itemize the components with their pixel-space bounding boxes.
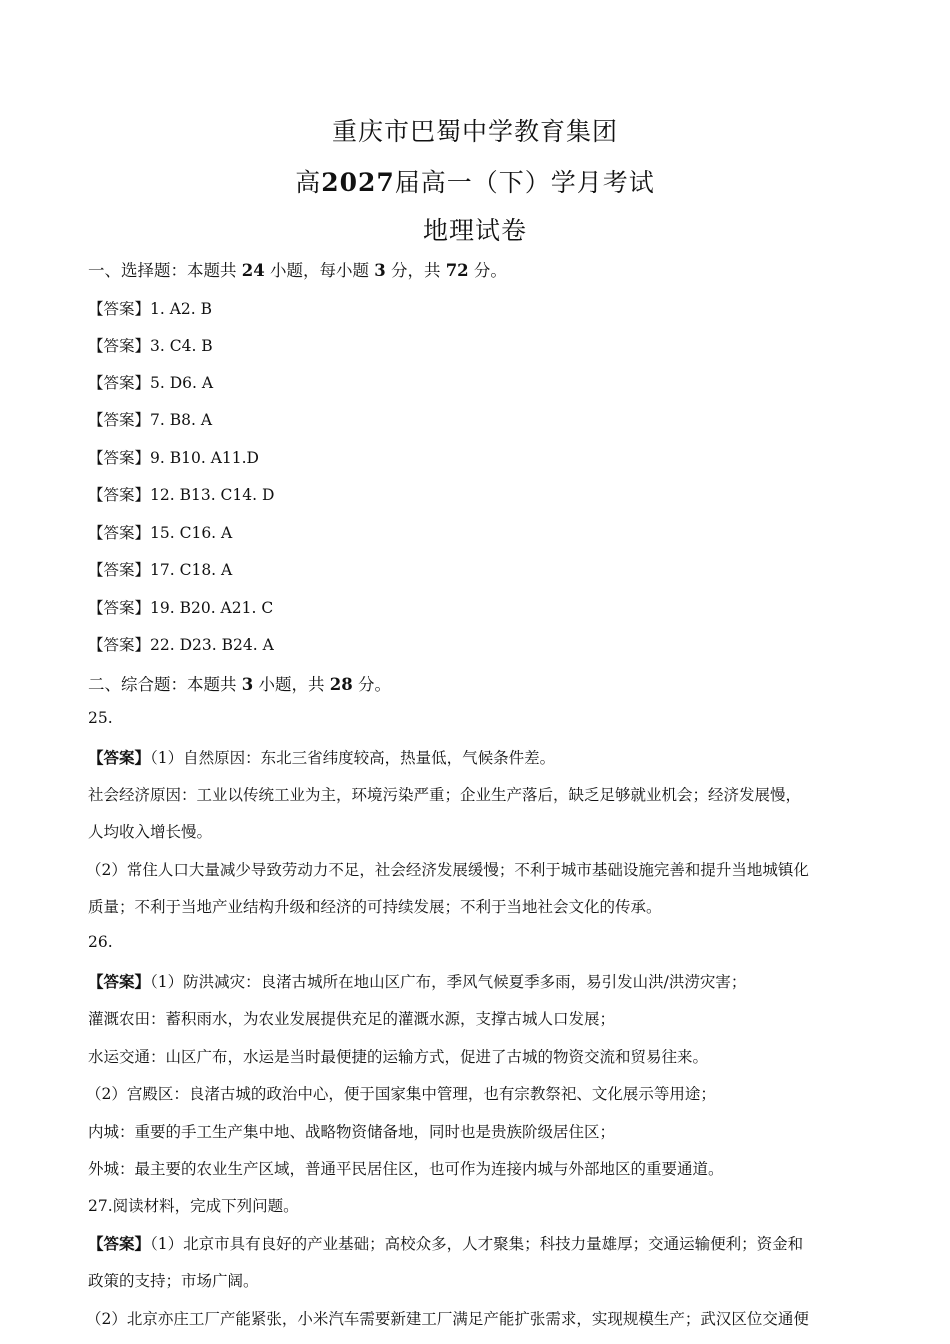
answer-label: 【答案】 xyxy=(88,337,151,355)
section-1-points-each: 3 xyxy=(374,261,386,280)
question-26-answer-line: 灌溉农田：蓄积雨水，为农业发展提供充足的灌溉水源，支撑古城人口发展； xyxy=(88,1010,616,1028)
exam-prefix: 高 xyxy=(295,168,322,197)
question-26-answer-line xyxy=(88,970,746,992)
answer-label: 【答案】 xyxy=(88,1234,151,1253)
answer-row xyxy=(88,596,273,618)
question-25-answer-line xyxy=(88,746,555,768)
answer-values: 12. B13. C14. D xyxy=(150,486,275,504)
answer-text: （1）北京市具有良好的产业基础；高校众多，人才聚集；科技力量雄厚；交通运输便利；资金和 xyxy=(150,1235,804,1253)
section-1-text-d: 分。 xyxy=(473,261,507,280)
answer-row xyxy=(88,371,213,393)
question-27-answer-line: 政策的支持；市场广阔。 xyxy=(88,1272,259,1290)
section-1-text-c: 分，共 xyxy=(390,261,441,280)
answer-label: 【答案】 xyxy=(88,972,151,991)
answer-label: 【答案】 xyxy=(88,486,151,504)
answer-values: 3. C4. B xyxy=(150,337,213,355)
answer-row xyxy=(88,633,274,655)
question-25-answer-line: （2）常住人口大量减少导致劳动力不足，社会经济发展缓慢；不利于城市基础设施完善和提升当地城镇化 xyxy=(86,861,809,879)
exam-suffix: 届高一（下）学月考试 xyxy=(394,168,655,197)
answer-row xyxy=(88,446,259,468)
section-1-text-b: 小题，每小题 xyxy=(269,261,369,280)
answer-label: 【答案】 xyxy=(88,561,151,579)
question-26-answer-line: 内城：重要的手工生产集中地、战略物资储备地，同时也是贵族阶级居住区； xyxy=(88,1123,616,1141)
exam-title xyxy=(0,163,950,199)
section-1-heading xyxy=(88,257,507,281)
school-title: 重庆市巴蜀中学教育集团 xyxy=(331,117,618,146)
answer-row xyxy=(88,558,232,580)
section-2-text-c: 分。 xyxy=(357,675,391,694)
section-2-text-a: 二、综合题：本题共 xyxy=(88,675,237,694)
subject-title: 地理试卷 xyxy=(422,216,527,245)
answer-values: 15. C16. A xyxy=(150,524,233,542)
question-27-answer-line xyxy=(88,1232,803,1254)
section-2-question-count: 3 xyxy=(241,675,254,694)
section-2-heading xyxy=(88,671,391,695)
section-1-text-a: 一、选择题：本题共 xyxy=(88,261,237,280)
answer-values: 5. D6. A xyxy=(150,374,214,392)
answer-label: 【答案】 xyxy=(88,300,151,318)
answer-label: 【答案】 xyxy=(88,748,151,767)
question-26-answer-line: 外城：最主要的农业生产区域，普通平民居住区，也可作为连接内城与外部地区的重要通道。 xyxy=(88,1160,724,1178)
question-25-answer-line: 质量；不利于当地产业结构升级和经济的可持续发展；不利于当地社会文化的传承。 xyxy=(88,898,662,916)
question-25-number: 25. xyxy=(88,709,113,727)
answer-label: 【答案】 xyxy=(88,524,151,542)
section-1-total: 72 xyxy=(445,261,469,280)
answer-values: 1. A2. B xyxy=(150,300,213,318)
answer-values: 22. D23. B24. A xyxy=(150,636,274,654)
section-2-text-b: 小题，共 xyxy=(258,675,325,694)
question-26-answer-line: （2）宫殿区：良渚古城的政治中心，便于国家集中管理，也有宗教祭祀、文化展示等用途； xyxy=(86,1085,716,1103)
question-26-answer-line: 水运交通：山区广布，水运是当时最便捷的运输方式，促进了古城的物资交流和贸易往来。 xyxy=(88,1048,709,1066)
question-25-answer-line: 社会经济原因：工业以传统工业为主，环境污染严重；企业生产落后，缺乏足够就业机会；经济发展慢， xyxy=(88,786,802,804)
answer-label: 【答案】 xyxy=(88,411,151,429)
answer-values: 7. B8. A xyxy=(150,411,213,429)
answer-label: 【答案】 xyxy=(88,636,151,654)
answer-label: 【答案】 xyxy=(88,449,151,467)
exam-year: 2027 xyxy=(321,168,395,197)
answer-values: 17. C18. A xyxy=(150,561,233,579)
answer-row xyxy=(88,408,212,430)
answer-text: （1）防洪减灾：良渚古城所在地山区广布，季风气候夏季多雨，易引发山洪/洪涝灾害； xyxy=(150,973,747,991)
answer-row xyxy=(88,521,232,543)
question-27-number: 27.阅读材料，完成下列问题。 xyxy=(88,1197,299,1215)
answer-row xyxy=(88,334,213,356)
answer-text: （1）自然原因：东北三省纬度较高，热量低，气候条件差。 xyxy=(150,749,556,767)
answer-label: 【答案】 xyxy=(88,374,151,392)
answer-row xyxy=(88,483,274,505)
answer-values: 19. B20. A21. C xyxy=(150,599,274,617)
answer-label: 【答案】 xyxy=(88,599,151,617)
section-2-total: 28 xyxy=(329,675,353,694)
question-25-answer-line: 人均收入增长慢。 xyxy=(88,823,213,841)
answer-values: 9. B10. A11.D xyxy=(150,449,259,467)
section-1-question-count: 24 xyxy=(241,261,265,280)
question-27-answer-line: （2）北京亦庄工厂产能紧张，小米汽车需要新建工厂满足产能扩张需求，实现规模生产；武汉区位交通便 xyxy=(86,1310,809,1328)
question-26-number: 26. xyxy=(88,933,113,951)
answer-row xyxy=(88,297,212,319)
